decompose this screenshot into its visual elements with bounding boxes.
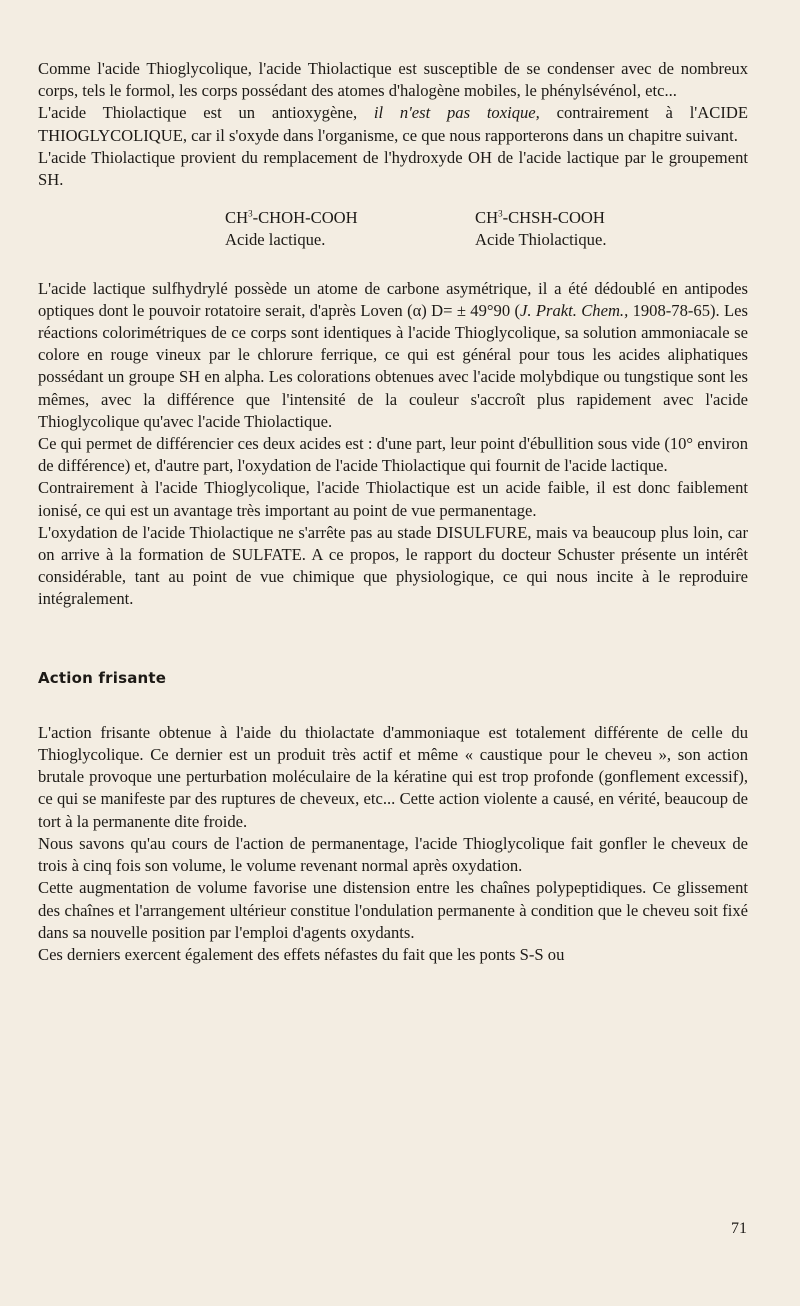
- formula-part: -CHOH-COOH: [252, 208, 358, 228]
- formula-names-row: [38, 229, 748, 251]
- paragraph-action-frisante: L'action frisante obtenue à l'aide du thiolactate d'ammoniaque est totalement différente de celle du Thioglycolique. Ce dernier est un produit très actif et même « caustique pour le cheveu », son action brutale provoque une perturbation moléculaire de la kératine qui est trop profonde (gonflement excessif), ce qui se manifeste par des ruptures de cheveux, etc... Cette action violente a causé, en vérité, beaucoup de tort à la permanente dite froide.: [38, 722, 748, 831]
- formula-thiolactic: [475, 207, 735, 229]
- italic-run: J. Prakt. Chem.,: [520, 300, 629, 320]
- paragraph-differencier: Ce qui permet de différencier ces deux acides est : d'une part, leur point d'ébullition sous vide (10° environ de différence) et, d'autre part, l'oxydation de l'acide Thiolactique qui fournit de l'acide lactique.: [38, 434, 748, 476]
- paragraph-augmentation: Cette augmentation de volume favorise une distension entre les chaînes polypeptidiques. Ce glissement des chaînes et l'arrangement ultérieur constitue l'ondulation permanente à condition que le cheveu soit fixé dans sa nouvelle position par l'emploi d'agents oxydants.: [38, 878, 748, 942]
- text-run: L'acide lactique sulfhydrylé possède un atome de carbone asymétrique, il a été dédoublé en antipodes optiques dont le pouvoir rotatoire serait, d'après Loven (α) D= ± 49°90 (: [38, 278, 748, 320]
- formula-row: [38, 207, 748, 229]
- formula-superscript: 3: [248, 208, 253, 219]
- paragraph-oxydation: L'oxydation de l'acide Thiolactique ne s'arrête pas au stade DISULFURE, mais va beaucoup plus loin, car on arrive à la formation de SULFATE. A ce propos, le rapport du docteur Schuster présente un intérêt considérable, tant au point de vue chimique que physiologique, ce qui nous incite à le reproduire intégralement.: [38, 522, 748, 609]
- formula-part: -CHSH-COOH: [502, 208, 605, 228]
- name-thiolactic: Acide Thiolactique.: [475, 230, 607, 250]
- formula-lactic: [225, 207, 475, 229]
- formula-superscript: 3: [498, 208, 503, 219]
- paragraph-origine: L'acide Thiolactique provient du remplacement de l'hydroxyde OH de l'acide lactique par le groupement SH.: [38, 147, 748, 190]
- text-run: 1908-78-65). Les réactions colorimétriques de ce corps sont identiques à l'acide Thioglycolique, sa solution ammoniacale se colore en rouge vineux par le chlorure ferrique, ce qui est général pour tous les acides aliphatiques possédant un groupe SH en alpha. Les colorations obtenues avec l'acide molybdique ou tungstique sont les mêmes, avec la différence que l'intensité de la couleur s'accroît plus rapidement avec l'acide Thioglycolique qu'avec l'acide Thiolactique.: [38, 300, 748, 431]
- section-heading: Action frisante: [38, 668, 167, 687]
- paragraph-sulfhydryle: [38, 278, 748, 433]
- formula-part: CH: [475, 208, 499, 228]
- name-lactic: Acide lactique.: [225, 230, 326, 250]
- text-run: contrairement à l'ACIDE THIOGLYCOLIQUE, car il s'oxyde dans l'organisme, ce que nous rapporterons dans un chapitre suivant.: [38, 103, 748, 145]
- formula-block: [38, 207, 748, 251]
- paragraph-gonflement: Nous savons qu'au cours de l'action de permanentage, l'acide Thioglycolique fait gonfler le cheveux de trois à cinq fois son volume, le volume revenant normal après oxydation.: [38, 833, 748, 876]
- page-number: 71: [731, 1220, 747, 1237]
- text-run: L'acide Thiolactique est un antioxygène,: [38, 103, 374, 123]
- paragraph-acide-faible: Contrairement à l'acide Thioglycolique, l'acide Thiolactique est un acide faible, il est donc faiblement ionisé, ce qui est un avantage très important au point de vue permanentage.: [38, 478, 748, 520]
- italic-run: il n'est pas toxique,: [373, 103, 540, 123]
- paragraph-antioxygene: [38, 102, 748, 146]
- paragraph-condensation: Comme l'acide Thioglycolique, l'acide Thiolactique est susceptible de se condenser avec de nombreux corps, tels le formol, les corps possédant des atomes d'halogène mobiles, le phénylsévénol, etc...: [38, 59, 748, 101]
- paragraph-effets-nefastes: Ces derniers exercent également des effets néfastes du fait que les ponts S-S ou: [38, 944, 565, 964]
- formula-part: CH: [225, 208, 249, 228]
- text-column: [38, 58, 748, 966]
